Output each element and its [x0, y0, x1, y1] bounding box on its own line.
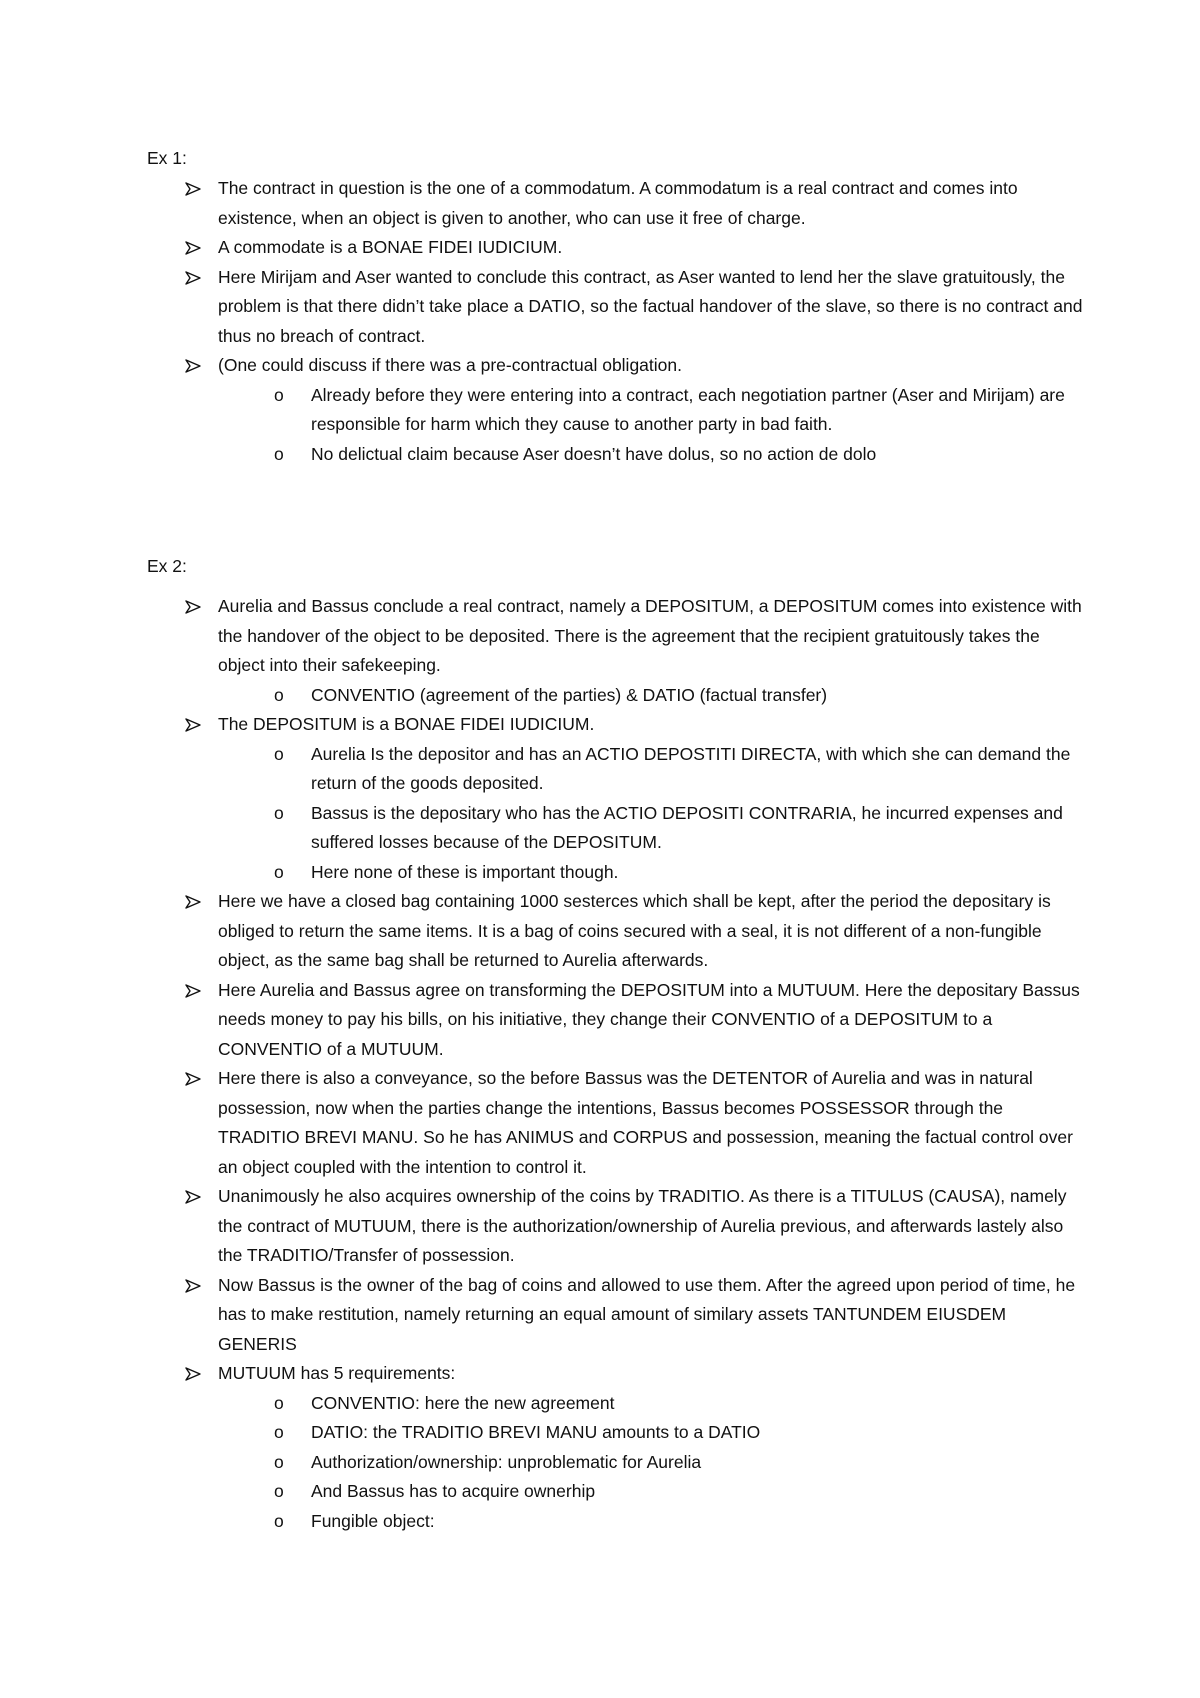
list-item — [185, 710, 1085, 887]
circle-bullet-icon: o — [274, 384, 284, 405]
sub-list — [218, 681, 1085, 711]
list-item-text: Now Bassus is the owner of the bag of coins and allowed to use them. After the agreed upon period of time, he has to make restitution, namely returning an equal amount of similary assets TANTUNDEM EIUSDEM GENERIS — [218, 1274, 1076, 1354]
sub-list-item — [274, 799, 1085, 858]
sub-list-item — [274, 681, 1085, 711]
ex1-heading: Ex 1: — [147, 148, 187, 168]
circle-bullet-icon: o — [274, 1392, 284, 1413]
list-item — [185, 976, 1085, 1065]
sub-list-item-text: And Bassus has to acquire ownerhip — [311, 1481, 596, 1501]
list-item-text: Here we have a closed bag containing 1000 sesterces which shall be kept, after the period the depositary is obliged to return the same items. It is a bag of coins secured with a seal, it is not different of a non-fungible object, as the same bag shall be returned to Aurelia afterwards. — [218, 891, 1051, 970]
list-item-text: Here there is also a conveyance, so the before Bassus was the DETENTOR of Aurelia and was in natural possession, now when the parties change the intentions, Bassus becomes POSSESSOR through the TRADITIO BREVI MANU. So he has ANIMUS and CORPUS and possession, meaning the factual control over an object coupled with the intention to control it. — [218, 1068, 1073, 1177]
list-item — [185, 1359, 1085, 1536]
arrow-bullet-icon — [185, 358, 201, 374]
list-item — [185, 1182, 1085, 1271]
list-item-text: (One could discuss if there was a pre-contractual obligation. — [218, 355, 682, 375]
circle-bullet-icon: o — [274, 443, 284, 464]
sub-list-item-text: Fungible object: — [311, 1510, 435, 1531]
list-item — [185, 887, 1085, 976]
arrow-bullet-icon — [185, 1366, 201, 1382]
sub-list-item-text: No delictual claim because Aser doesn’t have dolus, so no action de dolo — [311, 443, 877, 464]
sub-list-item-text: Authorization/ownership: unproblematic for Aurelia — [311, 1451, 702, 1472]
list-item-text: Here Mirijam and Aser wanted to conclude this contract, as Aser wanted to lend her the slave gratuitously, the problem is that there didn’t take place a DATIO, so the factual handover of the slave, so there is no contract and thus no breach of contract. — [218, 266, 1083, 346]
circle-bullet-icon: o — [274, 1422, 284, 1442]
sub-list-item-text: Aurelia Is the depositor and has an ACTIO DEPOSTITI DIRECTA, with which she can demand the return of the goods deposited. — [311, 743, 1071, 793]
arrow-bullet-icon — [185, 894, 201, 910]
circle-bullet-icon: o — [274, 684, 284, 705]
sub-list-item-text: Already before they were entering into a contract, each negotiation partner (Aser and Mirijam) are responsible for harm which they cause to another party in bad faith. — [311, 384, 1065, 434]
sub-list-item — [274, 440, 1085, 470]
arrow-bullet-icon — [185, 717, 201, 733]
circle-bullet-icon: o — [274, 743, 284, 764]
sub-list-item — [274, 381, 1085, 440]
arrow-bullet-icon — [185, 1189, 201, 1205]
circle-bullet-icon: o — [274, 1481, 284, 1501]
sub-list — [218, 1389, 1085, 1537]
circle-bullet-icon: o — [274, 1451, 284, 1472]
sub-list-item — [274, 1507, 1085, 1537]
sub-list-item-text: Bassus is the depositary who has the ACTIO DEPOSITI CONTRARIA, he incurred expenses and suffered losses because of the DEPOSITUM. — [311, 802, 1063, 852]
list-item — [185, 174, 1085, 233]
sub-list-item — [274, 1448, 1085, 1478]
arrow-bullet-icon — [185, 1278, 201, 1294]
sub-list-item-text: CONVENTIO (agreement of the parties) & DATIO (factual transfer) — [311, 684, 828, 705]
arrow-bullet-icon — [185, 270, 201, 286]
arrow-bullet-icon — [185, 983, 201, 999]
arrow-bullet-icon — [185, 1071, 201, 1087]
list-item — [185, 592, 1085, 710]
ex2-heading: Ex 2: — [147, 556, 187, 576]
list-item-text: Here Aurelia and Bassus agree on transforming the DEPOSITUM into a MUTUUM. Here the depositary Bassus needs money to pay his bills, on his initiative, they change their CONVENTIO of a DEPOSITUM to a CONVENTIO of a MUTUUM. — [218, 979, 1080, 1059]
sub-list-item — [274, 740, 1085, 799]
circle-bullet-icon: o — [274, 861, 284, 882]
list-item — [185, 263, 1085, 352]
list-item-text: Aurelia and Bassus conclude a real contract, namely a DEPOSITUM, a DEPOSITUM comes into existence with the handover of the object to be deposited. There is the agreement that the recipient gratuitously takes the object into their safekeeping. — [218, 596, 1082, 675]
sub-list-item-text: Here none of these is important though. — [311, 861, 619, 882]
sub-list-item — [274, 1389, 1085, 1419]
sub-list-item — [274, 858, 1085, 888]
list-item — [185, 233, 1085, 263]
arrow-bullet-icon — [185, 599, 201, 615]
circle-bullet-icon: o — [274, 802, 284, 823]
sub-list-item — [274, 1418, 1085, 1448]
list-item-text: Unanimously he also acquires ownership of the coins by TRADITIO. As there is a TITULUS (CAUSA), namely the contract of MUTUUM, there is the authorization/ownership of Aurelia previous, and afterwards lastely also the TRADITIO/Transfer of possession. — [218, 1186, 1067, 1265]
sub-list — [218, 740, 1085, 888]
sub-list-item-text: CONVENTIO: here the new agreement — [311, 1392, 615, 1413]
list-item — [185, 1064, 1085, 1182]
list-item — [185, 1271, 1085, 1360]
list-item — [185, 351, 1085, 469]
arrow-bullet-icon — [185, 240, 201, 256]
list-item-text: MUTUUM has 5 requirements: — [218, 1363, 456, 1383]
sub-list — [218, 381, 1085, 470]
list-item-text: A commodate is a BONAE FIDEI IUDICIUM. — [218, 237, 563, 257]
sub-list-item-text: DATIO: the TRADITIO BREVI MANU amounts to a DATIO — [311, 1422, 761, 1442]
list-item-text: The DEPOSITUM is a BONAE FIDEI IUDICIUM. — [218, 714, 595, 734]
arrow-bullet-icon — [185, 181, 201, 197]
sub-list-item — [274, 1477, 1085, 1507]
ex2-bullet-list — [185, 592, 1085, 1536]
circle-bullet-icon: o — [274, 1510, 284, 1531]
ex1-bullet-list — [185, 174, 1085, 469]
list-item-text: The contract in question is the one of a commodatum. A commodatum is a real contract and comes into existence, when an object is given to another, who can use it free of charge. — [218, 178, 1018, 228]
